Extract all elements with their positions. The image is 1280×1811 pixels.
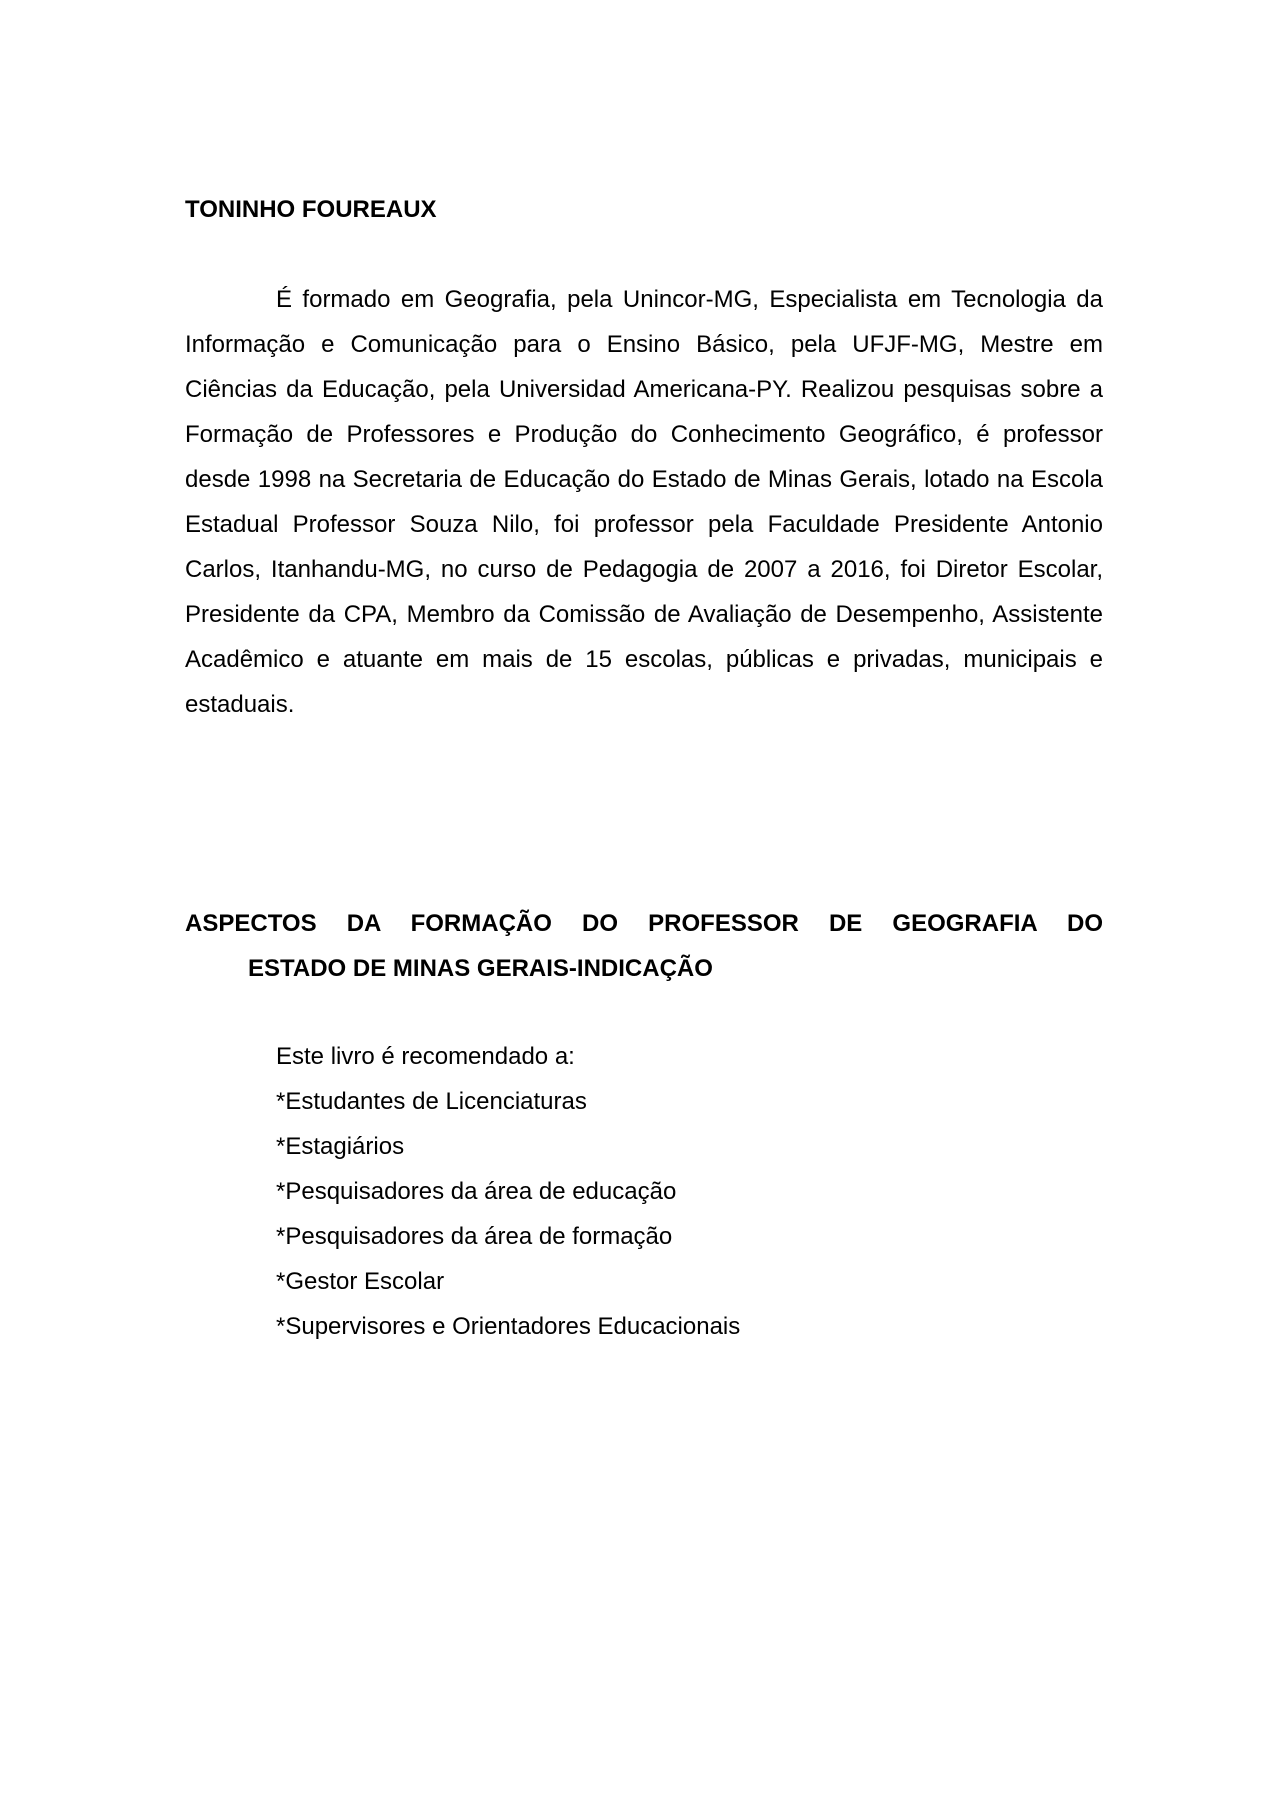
recommendation-item: *Supervisores e Orientadores Educacionais (276, 1313, 741, 1340)
author-name-heading: TONINHO FOUREAUX (185, 196, 437, 223)
recommendation-item: *Pesquisadores da área de formação (276, 1223, 673, 1250)
recommendation-item: *Pesquisadores da área de educação (276, 1178, 677, 1205)
book-title-line-1: ASPECTOS DA FORMAÇÃO DO PROFESSOR DE GEOGRAFIA DO (185, 910, 1103, 937)
recommendation-intro: Este livro é recomendado a: (276, 1043, 575, 1070)
book-title-heading (185, 901, 1103, 991)
book-title-line-2: ESTADO DE MINAS GERAIS-INDICAÇÃO (248, 955, 713, 982)
recommendation-item: *Estagiários (276, 1133, 405, 1160)
recommendation-item: *Gestor Escolar (276, 1268, 445, 1295)
recommendation-item: *Estudantes de Licenciaturas (276, 1088, 587, 1115)
author-bio-paragraph: É formado em Geografia, pela Unincor-MG, Especialista em Tecnologia da Informação e Comunicação para o Ensino Básico, pela UFJF-MG, Mestre em Ciências da Educação, pela Universidad Americana-PY. Realizou pesquisas sobre a Formação de Professores e Produção do Conhecimento Geográfico, é professor desde 1998 na Secretaria de Educação do Estado de Minas Gerais, lotado na Escola Estadual Professor Souza Nilo, foi professor pela Faculdade Presidente Antonio Carlos, Itanhandu-MG, no curso de Pedagogia de 2007 a 2016, foi Diretor Escolar, Presidente da CPA, Membro da Comissão de Avaliação de Desempenho, Assistente Acadêmico e atuante em mais de 15 escolas, públicas e privadas, municipais e estaduais. (185, 286, 1103, 718)
recommendation-list (276, 1034, 740, 1349)
